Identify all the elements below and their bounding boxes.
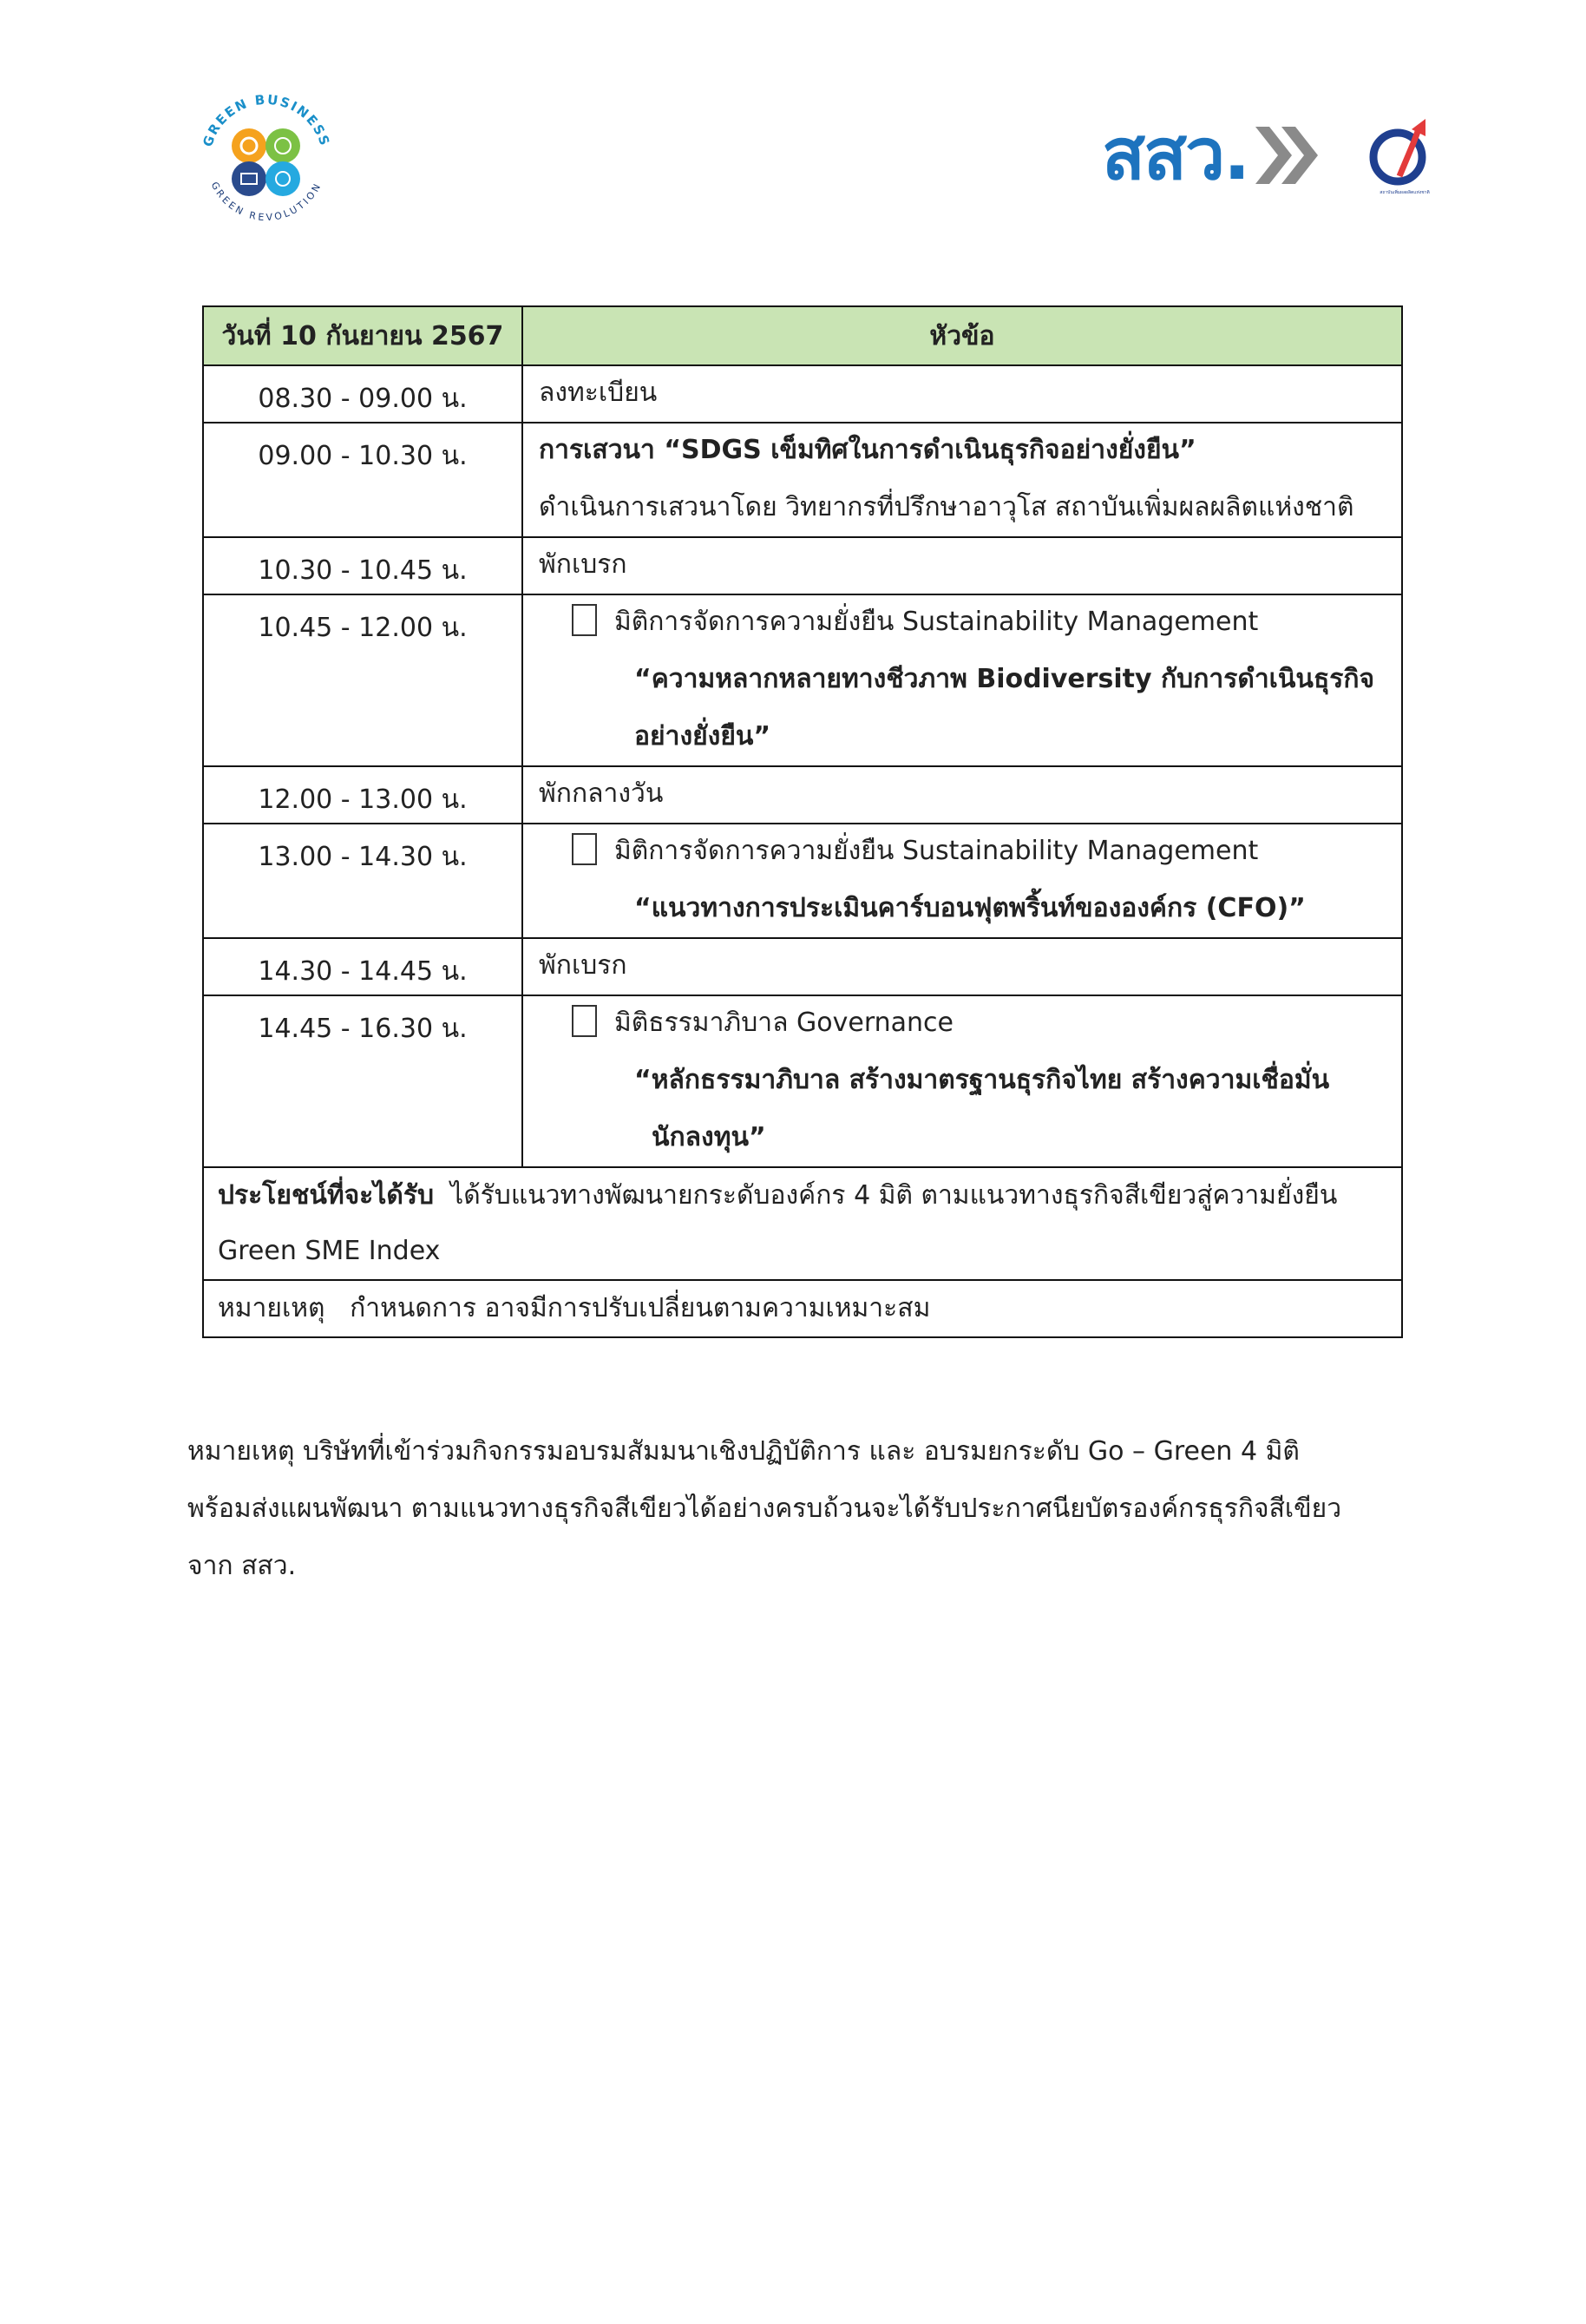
row-time: 09.00 - 10.30 น. (258, 441, 468, 471)
row-topic: พักเบรก (539, 549, 627, 580)
osmep-chevron-icon (1252, 121, 1323, 189)
remark-text: กำหนดการ อาจมีการปรับเปลี่ยนตามความเหมาะสม (350, 1293, 931, 1323)
remark-label: หมายเหตุ (218, 1293, 325, 1323)
row-topic: ลงทะเบียน (539, 377, 658, 408)
row-time: 14.30 - 14.45 น. (258, 956, 468, 987)
footnote-line: จาก สสว. (187, 1551, 297, 1581)
table-row (203, 365, 1402, 423)
osmep-logo: สสว. (1102, 114, 1249, 196)
table-row (203, 423, 1402, 537)
checkbox-icon (572, 1005, 597, 1037)
row-topic-title-cont: อย่างยั่งยืน” (634, 721, 771, 752)
benefit-text-cont: Green SME Index (218, 1236, 441, 1266)
table-row (203, 594, 1402, 766)
footnote-line: หมายเหตุ บริษัทที่เข้าร่วมกิจกรรมอบรมสัมมนาเชิงปฏิบัติการ และ อบรมยกระดับ Go – Green 4 มิติ (187, 1436, 1300, 1467)
row-topic-dimension: มิติการจัดการความยั่งยืน Sustainability Management (614, 836, 1259, 866)
row-topic-dimension: มิติการจัดการความยั่งยืน Sustainability Management (614, 607, 1259, 637)
svg-text:GREEN REVOLUTION (209, 180, 324, 223)
row-topic-title: “แนวทางการประเมินคาร์บอนฟุตพริ้นท์ขององค์กร (CFO)” (634, 893, 1306, 923)
checkbox-icon (572, 833, 597, 865)
table-row (203, 995, 1402, 1167)
table-header-row (203, 306, 1402, 365)
row-topic: พักเบรก (539, 950, 627, 981)
row-time: 12.00 - 13.00 น. (258, 785, 468, 815)
agenda-table (202, 305, 1403, 1338)
row-topic-title-cont: นักลงทุน” (652, 1122, 766, 1152)
row-topic-title: “ความหลากหลายทางชีวภาพ Biodiversity กับการดำเนินธุรกิจ (634, 664, 1375, 694)
row-topic-detail: ดำเนินการเสวนาโดย วิทยากรที่ปรึกษาอาวุโส สถาบันเพิ่มผลผลิตแห่งชาติ (539, 492, 1354, 522)
row-topic-title: “หลักธรรมาภิบาล สร้างมาตรฐานธุรกิจไทย สร้างความเชื่อมั่น (634, 1065, 1330, 1095)
footnote-line: พร้อมส่งแผนพัฒนา ตามแนวทางธุรกิจสีเขียวได้อย่างครบถ้วนจะได้รับประกาศนียบัตรองค์กรธุรกิจสีเขียว (187, 1494, 1342, 1524)
header-date: วันที่ 10 กันยายน 2567 (203, 306, 522, 365)
benefit-row (203, 1167, 1402, 1280)
remark-row (203, 1280, 1402, 1337)
logo-top-text: GREEN BUSINESS (200, 91, 333, 149)
svg-text:GREEN BUSINESS (200, 92, 333, 149)
partner-logos (1102, 108, 1445, 203)
row-time: 13.00 - 14.30 น. (258, 842, 468, 872)
row-topic-title: การเสวนา “SDGS เข็มทิศในการดำเนินธุรกิจอย่างยั่งยืน” (539, 435, 1196, 465)
table-row (203, 824, 1402, 938)
table-row (203, 766, 1402, 824)
benefit-text: ได้รับแนวทางพัฒนายกระดับองค์กร 4 มิติ ตามแนวทางธุรกิจสีเขียวสู่ความยั่งยืน (450, 1180, 1338, 1211)
table-row (203, 537, 1402, 594)
row-topic-dimension: มิติธรรมาภิบาล Governance (614, 1008, 954, 1038)
row-time: 10.45 - 12.00 น. (258, 613, 468, 643)
benefit-label: ประโยชน์ที่จะได้รับ (218, 1180, 435, 1211)
green-business-logo (189, 83, 344, 238)
row-topic: พักกลางวัน (539, 778, 664, 809)
logo-bottom-text: GREEN REVOLUTION (208, 180, 324, 224)
table-row (203, 938, 1402, 995)
row-time: 10.30 - 10.45 น. (258, 555, 468, 586)
row-time: 08.30 - 09.00 น. (258, 384, 468, 414)
row-time: 14.45 - 16.30 น. (258, 1014, 468, 1044)
ftpi-caption: สถาบันเพิ่มผลผลิตแห่งชาติ (1380, 190, 1431, 195)
footnote (187, 1423, 1402, 1595)
header-topic: หัวข้อ (522, 306, 1402, 365)
checkbox-icon (572, 604, 597, 636)
ftpi-logo (1365, 112, 1445, 199)
